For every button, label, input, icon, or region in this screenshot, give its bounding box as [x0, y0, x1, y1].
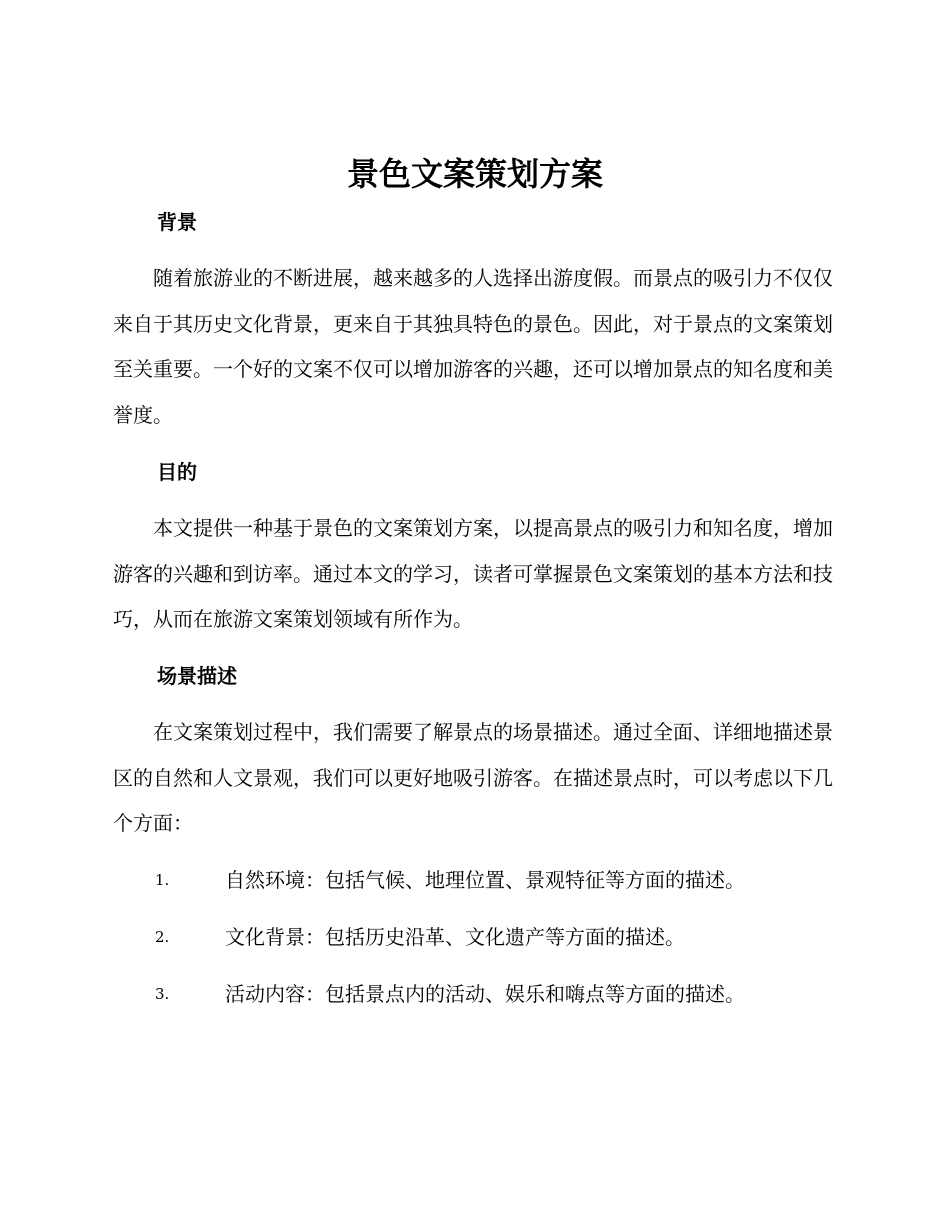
list-item-number: 3. — [155, 985, 170, 1003]
list-item-text: 文化背景：包括历史沿革、文化遗产等方面的描述。 — [225, 925, 685, 949]
section-paragraph-background: 随着旅游业的不断进展，越来越多的人选择出游度假。而景点的吸引力不仅仅来自于其历史文化背景，更来自于其独具特色的景色。因此，对于景点的文案策划至关重要。一个好的文案不仅可以增加游客的兴趣，还可以增加景点的知名度和美誉度。 — [113, 266, 833, 427]
section-paragraph-scene-description: 在文案策划过程中，我们需要了解景点的场景描述。通过全面、详细地描述景区的自然和人文景观，我们可以更好地吸引游客。在描述景点时，可以考虑以下几个方面： — [113, 720, 833, 835]
section-heading-purpose: 目的 — [157, 460, 197, 484]
list-item-number: 1. — [155, 871, 170, 889]
list-item-text: 自然环境：包括气候、地理位置、景观特征等方面的描述。 — [225, 868, 745, 892]
list-item-number: 2. — [155, 928, 170, 946]
section-heading-background: 背景 — [157, 210, 197, 234]
document-title: 景色文案策划方案 — [346, 155, 603, 193]
section-paragraph-purpose: 本文提供一种基于景色的文案策划方案，以提高景点的吸引力和知名度，增加游客的兴趣和到访率。通过本文的学习，读者可掌握景色文案策划的基本方法和技巧，从而在旅游文案策划领域有所作为。 — [113, 516, 833, 631]
list-item-text: 活动内容：包括景点内的活动、娱乐和嗨点等方面的描述。 — [225, 982, 745, 1006]
section-heading-scene-description: 场景描述 — [157, 664, 237, 688]
